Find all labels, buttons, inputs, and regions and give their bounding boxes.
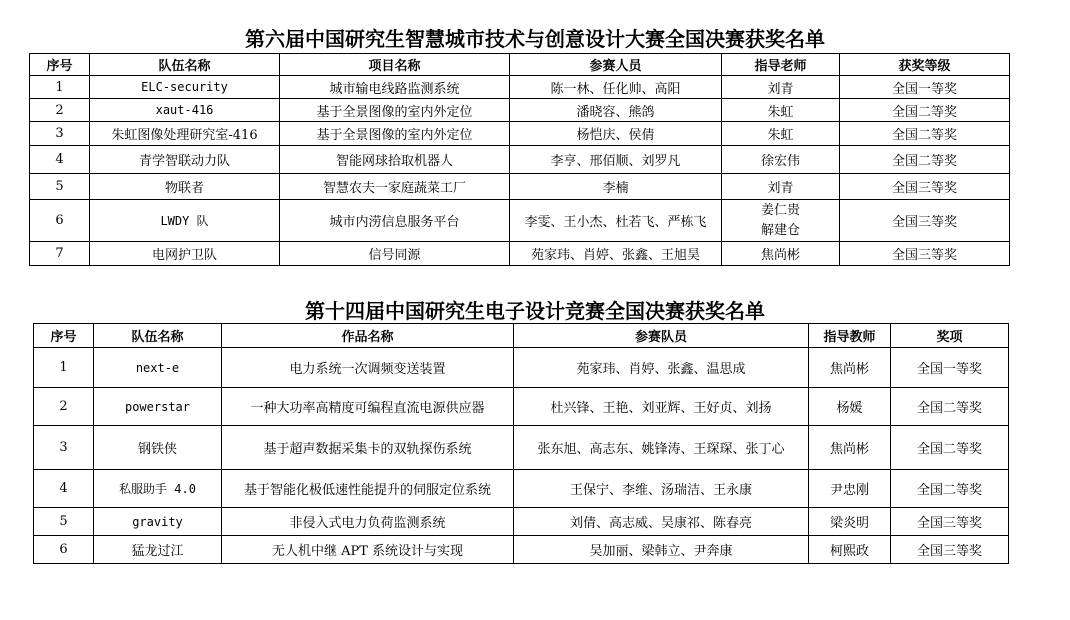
cell-members: 王保宁、李维、汤瑞洁、王永康 — [514, 470, 809, 508]
cell-team: 私服助手 4.0 — [94, 470, 222, 508]
cell-project: 信号同源 — [280, 242, 510, 266]
cell-work: 基于智能化极低速性能提升的伺服定位系统 — [222, 470, 514, 508]
cell-members: 李雯、王小杰、杜若飞、严栋飞 — [510, 200, 722, 242]
cell-index: 4 — [34, 470, 94, 508]
table-row — [34, 348, 1009, 388]
cell-index: 1 — [30, 76, 90, 99]
table-row — [30, 200, 1010, 242]
cell-project: 智慧农夫一家庭蔬菜工厂 — [280, 174, 510, 200]
header-index: 序号 — [34, 324, 94, 348]
table-row — [30, 99, 1010, 122]
cell-team: ELC-security — [90, 76, 280, 99]
cell-index: 2 — [34, 388, 94, 426]
table-row — [30, 242, 1010, 266]
cell-members: 潘晓容、熊鸽 — [510, 99, 722, 122]
header-index: 序号 — [30, 54, 90, 76]
cell-advisor: 尹忠刚 — [809, 470, 891, 508]
cell-award: 全国一等奖 — [891, 348, 1009, 388]
cell-members: 苑家玮、肖婷、张鑫、王旭昊 — [510, 242, 722, 266]
cell-award: 全国二等奖 — [840, 146, 1010, 174]
cell-advisor: 焦尚彬 — [809, 426, 891, 470]
cell-team: 猛龙过江 — [94, 536, 222, 564]
cell-advisor — [722, 200, 840, 242]
cell-team: 电网护卫队 — [90, 242, 280, 266]
cell-award: 全国一等奖 — [840, 76, 1010, 99]
table1-title: 第六届中国研究生智慧城市技术与创意设计大赛全国决赛获奖名单 — [245, 27, 825, 51]
cell-members: 李亨、邢佰顺、刘罗凡 — [510, 146, 722, 174]
cell-award: 全国三等奖 — [891, 508, 1009, 536]
award-table-electronic-design — [33, 323, 1009, 564]
cell-award: 全国二等奖 — [840, 122, 1010, 146]
cell-award: 全国二等奖 — [891, 470, 1009, 508]
header-advisor: 指导教师 — [809, 324, 891, 348]
cell-index: 3 — [30, 122, 90, 146]
cell-award: 全国三等奖 — [891, 536, 1009, 564]
header-team: 队伍名称 — [94, 324, 222, 348]
cell-award: 全国二等奖 — [840, 99, 1010, 122]
cell-advisor: 梁炎明 — [809, 508, 891, 536]
table-row — [34, 508, 1009, 536]
table-row — [30, 174, 1010, 200]
header-project: 项目名称 — [280, 54, 510, 76]
header-members: 参赛人员 — [510, 54, 722, 76]
cell-advisor: 焦尚彬 — [809, 348, 891, 388]
cell-index: 1 — [34, 348, 94, 388]
cell-team: LWDY 队 — [90, 200, 280, 242]
header-work: 作品名称 — [222, 324, 514, 348]
cell-index: 2 — [30, 99, 90, 122]
cell-award: 全国二等奖 — [891, 426, 1009, 470]
cell-advisor: 焦尚彬 — [722, 242, 840, 266]
cell-team: 朱虹图像处理研究室-416 — [90, 122, 280, 146]
table-row — [30, 122, 1010, 146]
cell-index: 6 — [34, 536, 94, 564]
cell-members: 张东旭、高志东、姚锋涛、王琛琛、张丁心 — [514, 426, 809, 470]
cell-members: 杨恺庆、侯倩 — [510, 122, 722, 146]
cell-advisor: 朱虹 — [722, 122, 840, 146]
header-award: 奖项 — [891, 324, 1009, 348]
cell-members: 陈一林、任化帅、高阳 — [510, 76, 722, 99]
table-row — [30, 146, 1010, 174]
cell-project: 基于全景图像的室内外定位 — [280, 122, 510, 146]
cell-work: 一种大功率高精度可编程直流电源供应器 — [222, 388, 514, 426]
cell-advisor: 徐宏伟 — [722, 146, 840, 174]
advisor-line-2: 解建仓 — [760, 222, 800, 238]
header-award: 获奖等级 — [840, 54, 1010, 76]
cell-advisor: 刘青 — [722, 174, 840, 200]
table-row — [34, 426, 1009, 470]
cell-team: powerstar — [94, 388, 222, 426]
cell-advisor: 杨媛 — [809, 388, 891, 426]
cell-members: 杜兴锋、王艳、刘亚辉、王好贞、刘扬 — [514, 388, 809, 426]
header-advisor: 指导老师 — [722, 54, 840, 76]
cell-index: 6 — [30, 200, 90, 242]
cell-award: 全国三等奖 — [840, 242, 1010, 266]
header-members: 参赛队员 — [514, 324, 809, 348]
cell-project: 基于全景图像的室内外定位 — [280, 99, 510, 122]
cell-advisor: 刘青 — [722, 76, 840, 99]
table-header-row — [30, 54, 1010, 76]
cell-award: 全国三等奖 — [840, 200, 1010, 242]
award-table-smart-city — [29, 53, 1010, 266]
cell-index: 4 — [30, 146, 90, 174]
table-row — [34, 388, 1009, 426]
table-header-row — [34, 324, 1009, 348]
cell-advisor: 柯熙政 — [809, 536, 891, 564]
cell-work: 无人机中继 APT 系统设计与实现 — [222, 536, 514, 564]
cell-team: xaut-416 — [90, 99, 280, 122]
cell-work: 非侵入式电力负荷监测系统 — [222, 508, 514, 536]
cell-team: gravity — [94, 508, 222, 536]
cell-award: 全国二等奖 — [891, 388, 1009, 426]
cell-team: 钢铁侠 — [94, 426, 222, 470]
cell-index: 5 — [30, 174, 90, 200]
cell-work: 电力系统一次调频变送装置 — [222, 348, 514, 388]
cell-index: 5 — [34, 508, 94, 536]
cell-award: 全国三等奖 — [840, 174, 1010, 200]
cell-index: 3 — [34, 426, 94, 470]
cell-team: 青学智联动力队 — [90, 146, 280, 174]
table-row — [30, 76, 1010, 99]
cell-team: next-e — [94, 348, 222, 388]
cell-members: 李楠 — [510, 174, 722, 200]
header-team: 队伍名称 — [90, 54, 280, 76]
cell-project: 智能网球拾取机器人 — [280, 146, 510, 174]
cell-advisor: 朱虹 — [722, 99, 840, 122]
cell-work: 基于超声数据采集卡的双轨探伤系统 — [222, 426, 514, 470]
advisor-line-1: 姜仁贵 — [760, 202, 800, 218]
cell-members: 苑家玮、肖婷、张鑫、温思成 — [514, 348, 809, 388]
table-row — [34, 470, 1009, 508]
cell-project: 城市内涝信息服务平台 — [280, 200, 510, 242]
table-row — [34, 536, 1009, 564]
table2-title: 第十四届中国研究生电子设计竞赛全国决赛获奖名单 — [305, 299, 765, 323]
cell-team: 物联者 — [90, 174, 280, 200]
cell-project: 城市输电线路监测系统 — [280, 76, 510, 99]
cell-members: 刘倩、高志威、吴康祁、陈春亮 — [514, 508, 809, 536]
cell-members: 吴加丽、梁韩立、尹奔康 — [514, 536, 809, 564]
cell-index: 7 — [30, 242, 90, 266]
